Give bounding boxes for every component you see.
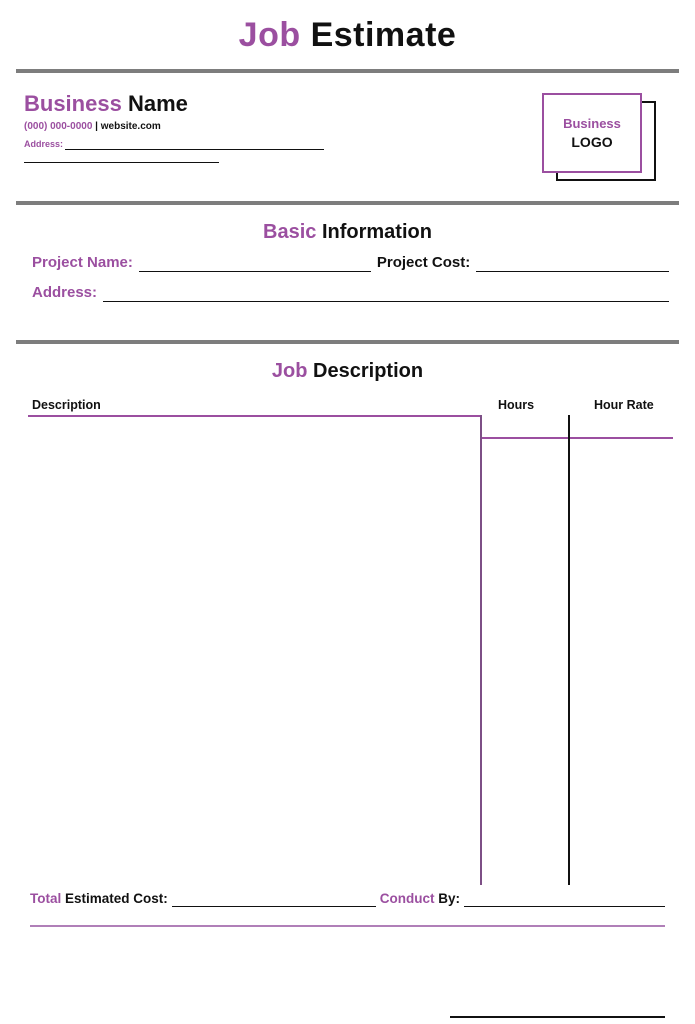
total-estimated-cost-label — [30, 891, 168, 907]
address-label: Address: — [32, 284, 98, 301]
header-underline-right — [480, 437, 673, 439]
project-cost-label: Project Cost: — [376, 254, 471, 271]
column-divider-hour-rate — [568, 415, 570, 885]
logo-placeholder-box[interactable] — [542, 93, 642, 173]
business-logo — [542, 93, 657, 181]
business-address-row — [24, 139, 324, 150]
totals-section — [0, 885, 695, 907]
job-description-table — [0, 393, 695, 885]
basic-information-fields — [0, 254, 695, 332]
conduct-label-accent: Conduct — [379, 891, 435, 906]
address-row — [32, 284, 669, 302]
signature-line[interactable] — [450, 1016, 665, 1018]
column-header-description: Description — [32, 398, 101, 412]
column-header-hours: Hours — [498, 398, 535, 412]
footer-rule — [30, 925, 665, 927]
page-title — [0, 0, 695, 61]
column-header-hour-rate: Hour Rate — [594, 398, 654, 412]
business-phone: (000) 000-0000 — [24, 121, 93, 132]
business-address-field-2[interactable] — [24, 161, 219, 163]
job-description-heading-accent: Job — [271, 360, 308, 382]
address-input[interactable] — [103, 287, 669, 302]
job-description-heading — [0, 344, 695, 393]
basic-information-heading-rest: Information — [316, 221, 432, 243]
business-header — [0, 73, 695, 193]
page-title-rest: Estimate — [300, 16, 457, 54]
business-address-field[interactable] — [65, 139, 324, 150]
total-label-rest: Estimated Cost: — [61, 891, 168, 906]
business-name-rest: Name — [121, 91, 188, 116]
project-row — [32, 254, 669, 272]
conduct-by-input[interactable] — [464, 893, 665, 907]
job-description-heading-rest: Description — [307, 360, 424, 382]
business-website: website.com — [100, 121, 161, 132]
conduct-label-rest: By: — [434, 891, 461, 906]
logo-text-logo: LOGO — [571, 134, 613, 150]
business-address-label: Address: — [24, 139, 64, 149]
project-name-input[interactable] — [139, 257, 371, 272]
basic-information-heading — [0, 205, 695, 254]
table-body[interactable] — [28, 415, 673, 885]
project-name-label: Project Name: — [32, 254, 133, 271]
total-label-accent: Total — [30, 891, 62, 906]
table-header-row — [28, 393, 673, 415]
project-cost-input[interactable] — [476, 257, 669, 272]
logo-text-business: Business — [563, 116, 621, 131]
business-name-accent: Business — [24, 91, 122, 116]
total-estimated-cost-input[interactable] — [172, 893, 376, 907]
page-title-accent: Job — [238, 16, 301, 54]
column-divider-hours — [480, 415, 482, 885]
conduct-by-label — [380, 891, 460, 907]
contact-separator: | — [92, 121, 101, 132]
header-underline-left — [28, 415, 480, 417]
totals-row — [30, 891, 669, 907]
basic-information-heading-accent: Basic — [263, 221, 317, 243]
